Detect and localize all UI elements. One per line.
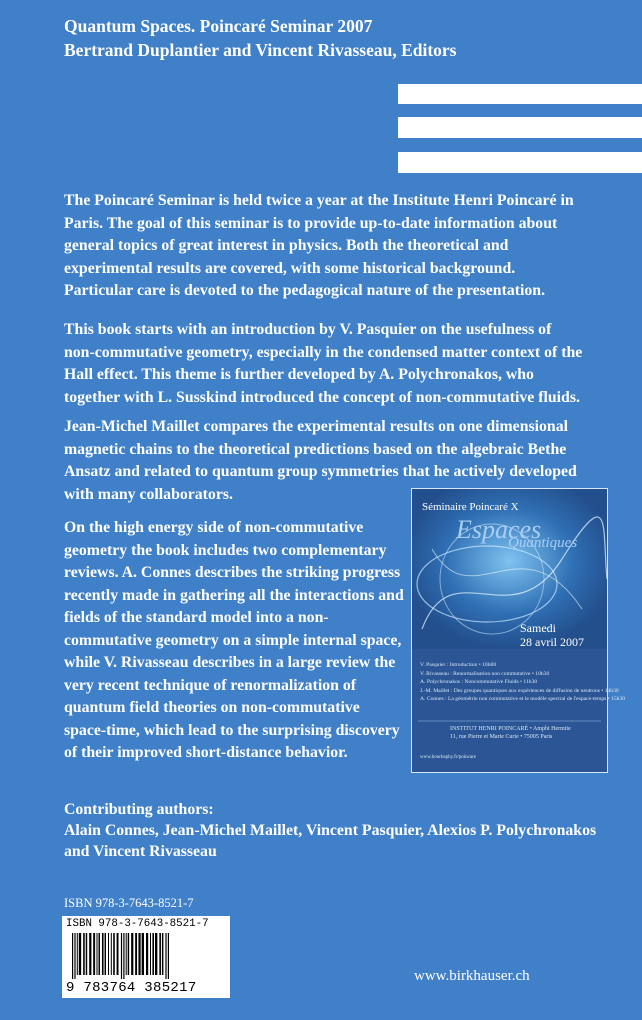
decorative-stripe [398, 84, 642, 104]
barcode-bar [111, 933, 112, 975]
publisher-url[interactable]: www.birkhauser.ch [414, 968, 530, 984]
barcode-bar [155, 933, 157, 975]
barcode-digits: 9 783764 385217 [66, 980, 197, 996]
barcode-bar [86, 933, 87, 975]
poster-full-date: 28 avril 2007 [520, 635, 584, 649]
barcode-bar [126, 933, 127, 975]
editors: Bertrand Duplantier and Vincent Rivasseau, Editors [64, 40, 457, 60]
barcode-bar [142, 933, 144, 975]
description-paragraph: Jean-Michel Maillet compares the experimental results on one dimensional magnetic chains to the theoretical predictions based on the algebraic Bethe Ansatz and related to quantum group symmetries that he actively developed with many collaborators. [64, 418, 577, 503]
program-item: A. Connes : La géométrie non commutative et le modèle spectral de l'espace-temps • 15h30 [420, 696, 626, 702]
barcode-bar [146, 933, 148, 975]
barcode-bar [113, 933, 115, 975]
isbn-label: ISBN 978-3-7643-8521-7 [64, 896, 194, 910]
poster-address: 11, rue Pierre et Marie Curie • 75005 Paris [450, 734, 553, 740]
contributors-heading: Contributing authors: [64, 801, 214, 818]
poster-subtitle: Quantiques [508, 535, 578, 551]
barcode-bar [165, 933, 166, 979]
poster-day: Samedi [520, 621, 556, 635]
poster-program [420, 661, 626, 704]
poster-title: Espaces [456, 515, 542, 544]
barcode-bar [123, 933, 124, 979]
poster-venue [450, 725, 571, 741]
barcode-bar [108, 933, 109, 975]
barcode-bars [72, 933, 222, 979]
description-paragraph: This book starts with an introduction by V. Pasquier on the usefulness of non-commutative geometry, especially in the condensed matter context of the Hall effect. This theme is further developed by A. Polychronakos, who together with L. Susskind introduced the concept of non-commutative fluids. [64, 321, 583, 406]
barcode-bar [135, 933, 137, 975]
seminar-poster [411, 488, 626, 773]
barcode-bar [79, 933, 81, 975]
barcode-bar [121, 933, 122, 979]
barcode-bar [105, 933, 106, 975]
poster-institute: INSTITUT HENRI POINCARÉ • Amphi Hermite [450, 726, 571, 732]
program-item: V. Rivasseau : Renormalisation non commutative • 10h30 [420, 670, 550, 677]
description-paragraph: The Poincaré Seminar is held twice a year at the Institute Henri Poincaré in Paris. The goal of this seminar is to provide up-to-date information about general topics of great interest in physics. Both the theoretical and experimental results are covered, with some historical background. Particular care is devoted to the pedagogical nature of the presentation. [64, 192, 574, 299]
poster-web: www.bourbaphy.fr/poincare [420, 755, 476, 760]
barcode-bar [162, 933, 163, 975]
poster-series: Séminaire Poincaré X [422, 501, 519, 513]
description-paragraph: On the high energy side of non-commutative geometry the book includes two complementary reviews. A. Connes describes the striking progress recently made in gathering all the interactions and fields of the standard model into a non-commutative geometry on a simple internal space, while V. Rivasseau describes in a large review the very recent technique of renormalization of quantum field theories on non-commutative space-time, which lead to the surprising discovery of their improved short-distance behavior. [64, 519, 404, 761]
barcode-bar [168, 933, 169, 979]
barcode-bar [117, 933, 119, 975]
barcode-bar [152, 933, 154, 975]
barcode-bar [72, 933, 73, 979]
isbn-barcode [62, 916, 230, 998]
program-item: V. Pasquier : Introduction • 10h00 [420, 662, 497, 668]
program-item: A. Polychronakos : Noncommutative Fluids • 11h30 [420, 679, 538, 685]
barcode-bar [83, 933, 85, 975]
program-item: J.-M. Maillet : Des groupes quantiques aux expériences de diffusion de neutrons • 14h30 [420, 687, 619, 694]
book-title: Quantum Spaces. Poincaré Seminar 2007 [64, 16, 373, 36]
barcode-bar [159, 933, 161, 975]
decorative-stripe [398, 152, 642, 173]
barcode-bar [97, 933, 98, 975]
decorative-stripe [398, 117, 642, 138]
barcode-bar [74, 933, 75, 979]
barcode-bar [99, 933, 100, 975]
barcode-isbn-text: ISBN 978-3-7643-8521-7 [66, 918, 209, 930]
barcode-bar [102, 933, 104, 975]
contributors-line: and Vincent Rivasseau [64, 843, 217, 860]
header [64, 14, 457, 62]
poster-date [520, 621, 584, 649]
barcode-bar [89, 933, 91, 975]
barcode-bar [150, 933, 151, 975]
barcode-bar [131, 933, 133, 975]
barcode-bar [77, 933, 78, 975]
contributing-authors [64, 799, 596, 862]
barcode-bar [128, 933, 129, 975]
barcode-bar [138, 933, 140, 975]
contributors-line: Alain Connes, Jean-Michel Maillet, Vincent Pasquier, Alexios P. Polychronakos [64, 822, 597, 839]
barcode-bar [93, 933, 95, 975]
